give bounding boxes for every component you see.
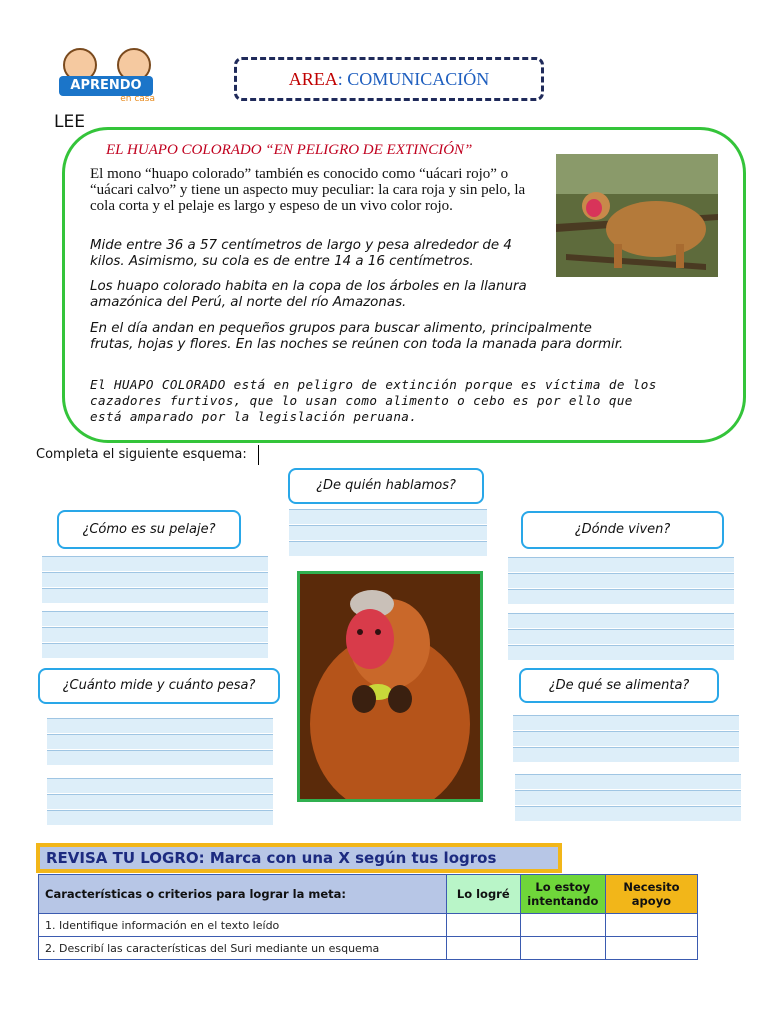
- rubric-header-need-help: Necesito apoyo: [605, 875, 697, 914]
- reading-paragraph: Los huapo colorado habita en la copa de los árboles en la llanura amazónica del Perú, al norte del río Amazonas.: [90, 279, 527, 310]
- rubric-header-trying: Lo estoy intentando: [520, 875, 605, 914]
- reading-paragraph: El mono “huapo colorado” también es conocido como “uácari rojo” o “uácari calvo” y tiene un aspecto muy peculiar: la cara roja y sin pelo, la cola corta y el pelaje es largo y espeso de un vivo color rojo.: [90, 166, 526, 214]
- rubric-header-achieved: Lo logré: [446, 875, 520, 914]
- revisa-banner: [36, 843, 562, 873]
- reading-title: EL HUAPO COLORADO “EN PELIGRO DE EXTINCIÓN”: [106, 142, 473, 158]
- rubric-header-criteria: Características o criterios para lograr la meta:: [39, 875, 447, 914]
- reading-paragraph: En el día andan en pequeños grupos para buscar alimento, principalmente frutas, hojas y flores. En las noches se reúnen con toda la manada para dormir.: [90, 321, 624, 352]
- answer-lines-food[interactable]: [515, 774, 741, 822]
- logo-subtext: en casa: [120, 94, 155, 104]
- rubric-cell-need-help[interactable]: [605, 914, 697, 937]
- rubric-cell-trying[interactable]: [520, 914, 605, 937]
- text-cursor: [258, 445, 259, 465]
- rubric-cell-trying[interactable]: [520, 937, 605, 960]
- rubric-table: [38, 874, 698, 960]
- answer-lines-size[interactable]: [47, 718, 273, 766]
- uakari-portrait-photo: [297, 571, 483, 802]
- answer-lines-fur[interactable]: [42, 611, 268, 659]
- question-where: ¿Dónde viven?: [521, 511, 724, 549]
- answer-lines-fur[interactable]: [42, 556, 268, 604]
- reading-paragraph: El HUAPO COLORADO está en peligro de extinción porque es víctima de los cazadores furtivos, que lo usan como alimento o cebo es por ello que está amparado por la legislación peruana.: [90, 377, 657, 424]
- rubric-cell-need-help[interactable]: [605, 937, 697, 960]
- aprendo-en-casa-logo: [55, 48, 157, 104]
- revisa-title: REVISA TU LOGRO: Marca con una X según tus logros: [40, 847, 558, 869]
- monkey-tree-photo: [556, 154, 718, 277]
- question-food: ¿De qué se alimenta?: [519, 668, 719, 703]
- rubric-header-row: [39, 875, 698, 914]
- question-size: ¿Cuánto mide y cuánto pesa?: [38, 668, 280, 704]
- answer-lines-where[interactable]: [508, 613, 734, 661]
- question-who: ¿De quién hablamos?: [288, 468, 484, 504]
- answer-lines-where[interactable]: [508, 557, 734, 605]
- rubric-row: [39, 937, 698, 960]
- area-value: : COMUNICACIÓN: [337, 69, 490, 89]
- rubric-cell-achieved[interactable]: [446, 914, 520, 937]
- lee-label: LEE: [54, 112, 85, 132]
- instruction-text: Completa el siguiente esquema:: [36, 447, 247, 462]
- rubric-criterion: 2. Describí las características del Suri mediante un esquema: [39, 937, 447, 960]
- rubric-criterion: 1. Identifique información en el texto leído: [39, 914, 447, 937]
- area-label: AREA: [288, 69, 338, 89]
- answer-lines-who[interactable]: [289, 509, 487, 557]
- area-header: [234, 57, 544, 101]
- rubric-cell-achieved[interactable]: [446, 937, 520, 960]
- answer-lines-food[interactable]: [513, 715, 739, 763]
- logo-text: APRENDO: [59, 76, 153, 96]
- question-fur: ¿Cómo es su pelaje?: [57, 510, 241, 549]
- answer-lines-size[interactable]: [47, 778, 273, 826]
- reading-paragraph: Mide entre 36 a 57 centímetros de largo y pesa alrededor de 4 kilos. Asimismo, su cola es de entre 14 a 16 centímetros.: [90, 238, 512, 269]
- rubric-row: [39, 914, 698, 937]
